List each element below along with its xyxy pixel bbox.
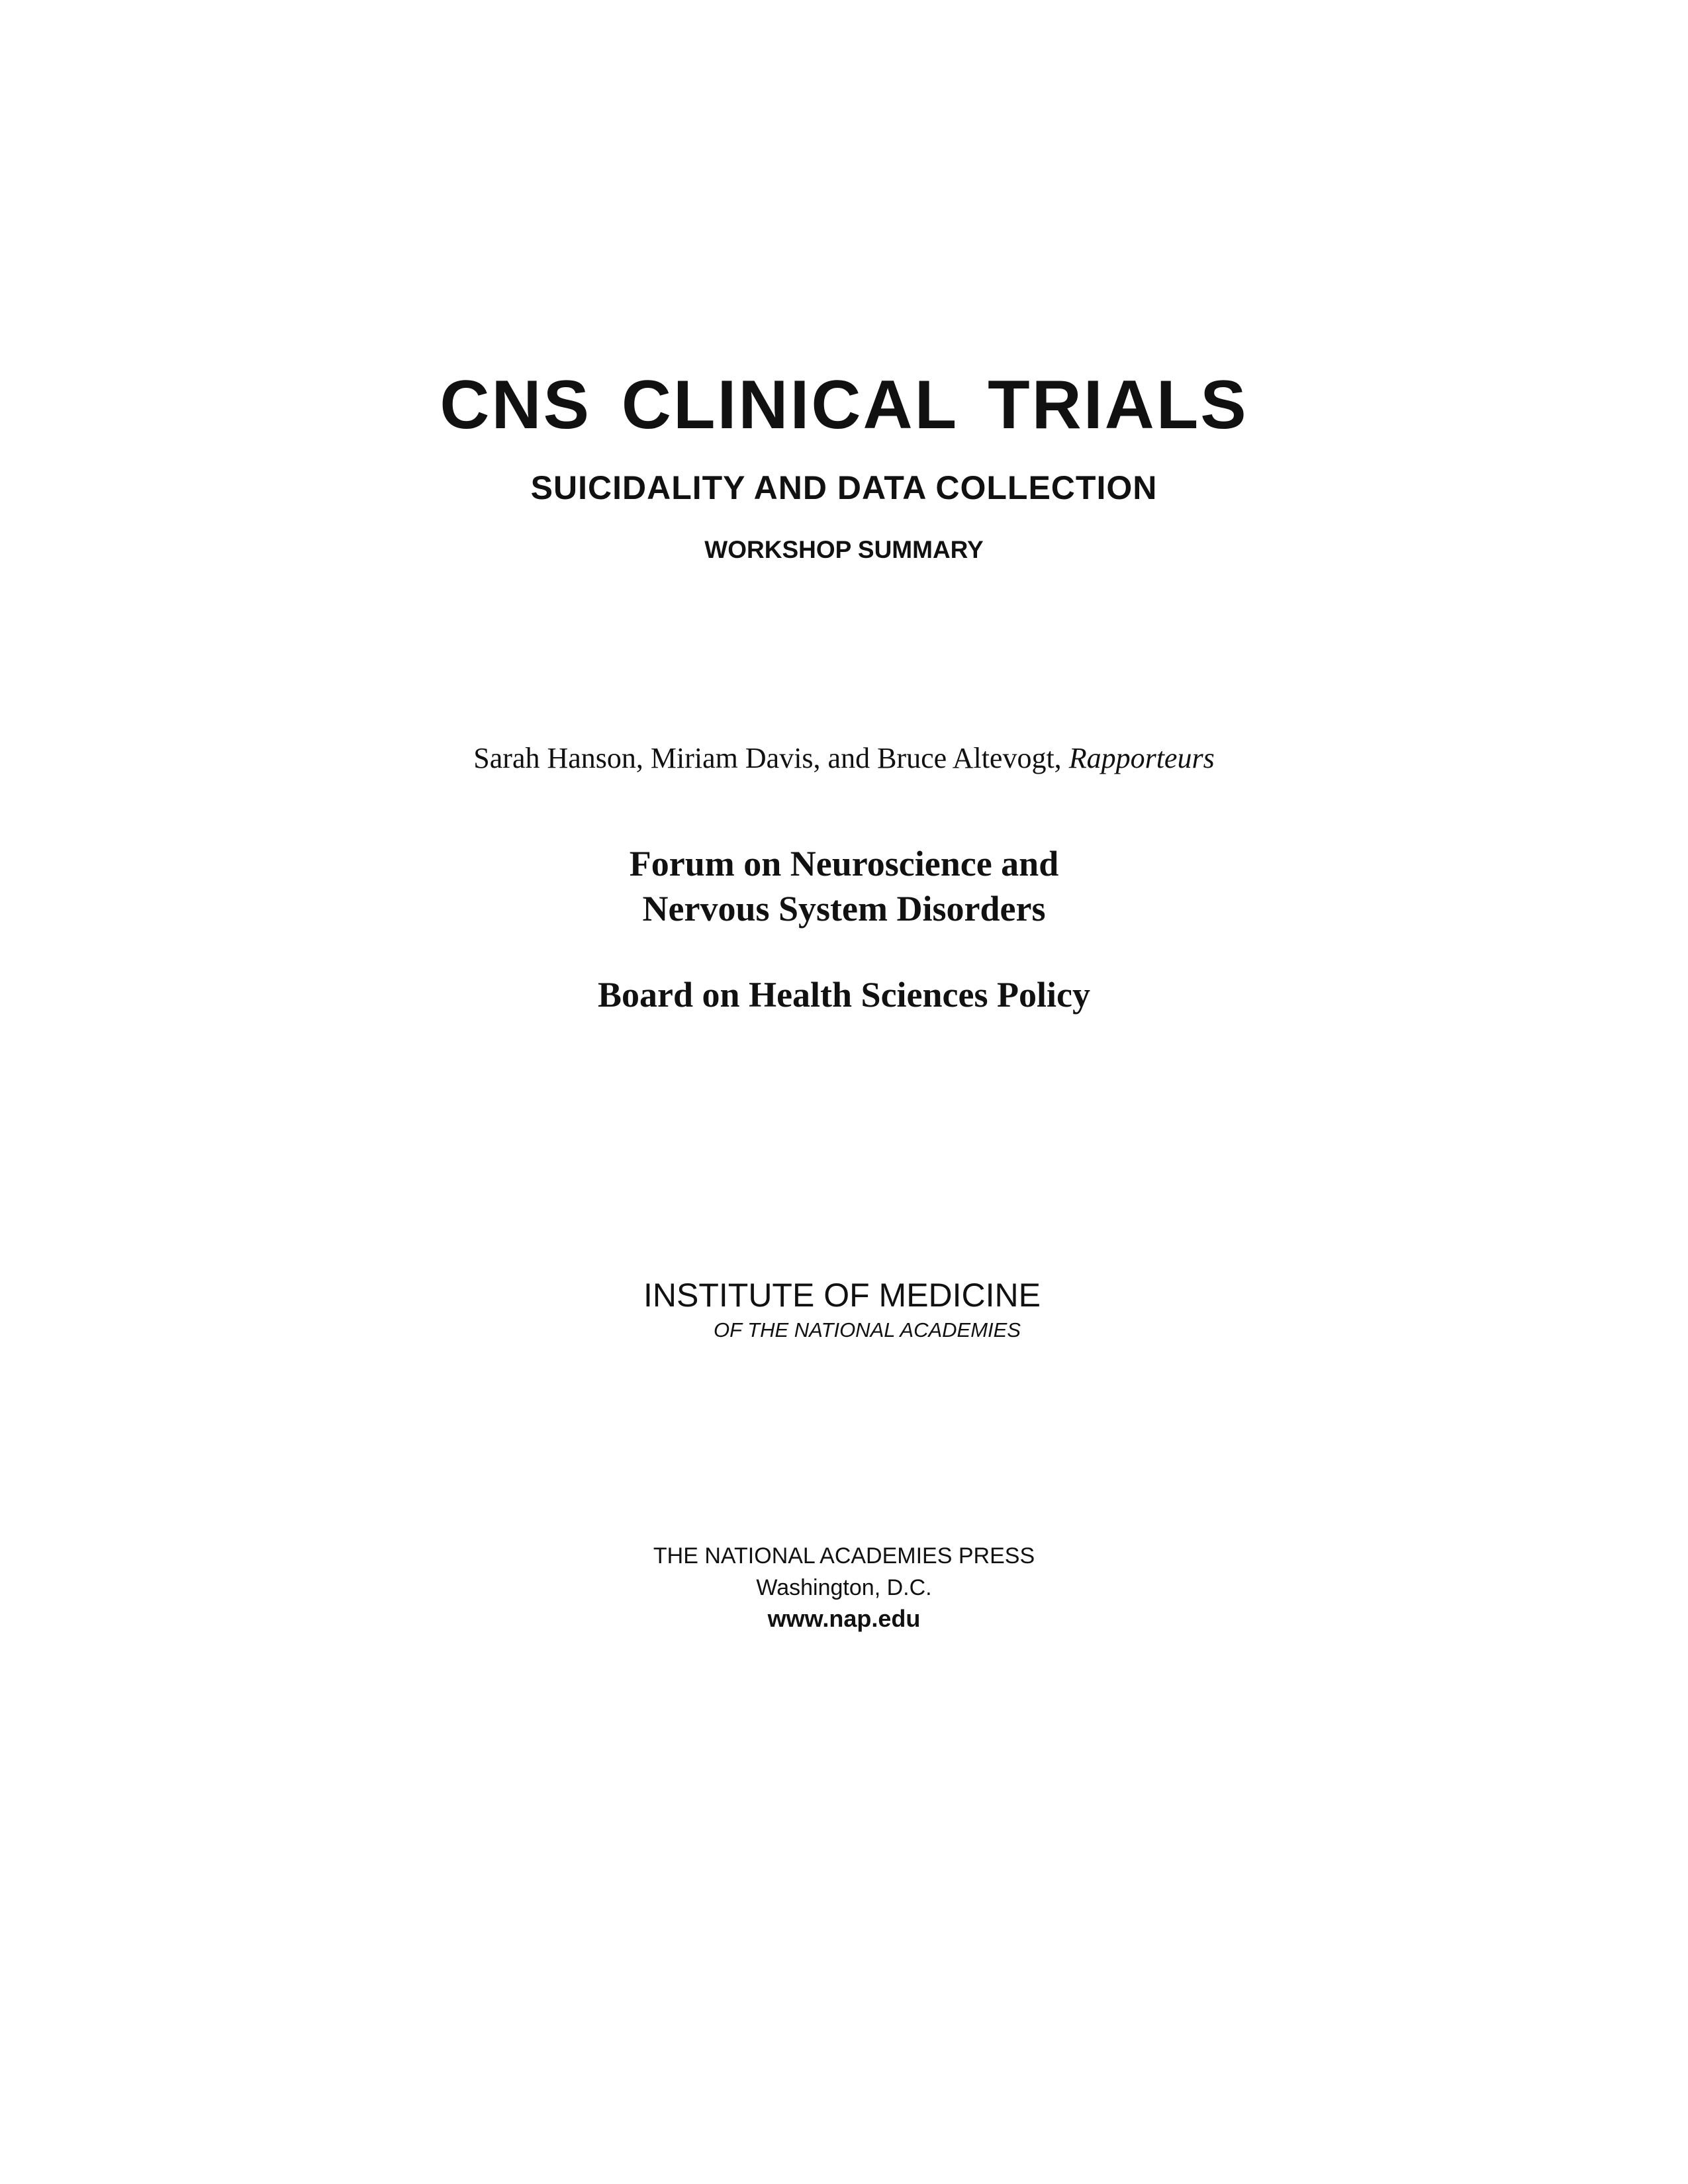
institute-logo [643,1277,1041,1342]
publisher-city: Washington, D.C. [756,1575,932,1600]
publisher-url[interactable]: www.nap.edu [767,1605,921,1632]
book-title: CNS CLINICAL TRIALS [440,367,1248,443]
institute-name: INSTITUTE OF MEDICINE [643,1277,1041,1314]
author-names: Sarah Hanson, Miriam Davis, and Bruce Altevogt, [473,742,1069,774]
rapporteurs-line [0,744,1688,773]
author-role: Rapporteurs [1068,742,1215,774]
institute-subname: OF THE NATIONAL ACADEMIES [714,1318,1021,1342]
publisher-name: THE NATIONAL ACADEMIES PRESS [653,1543,1035,1569]
book-subtitle: SUICIDALITY AND DATA COLLECTION [530,469,1158,506]
forum-name-line-1: Forum on Neuroscience and [629,844,1059,884]
board-name: Board on Health Sciences Policy [598,975,1090,1015]
forum-name-line-2: Nervous System Disorders [642,889,1046,929]
series-label: WORKSHOP SUMMARY [704,536,984,563]
